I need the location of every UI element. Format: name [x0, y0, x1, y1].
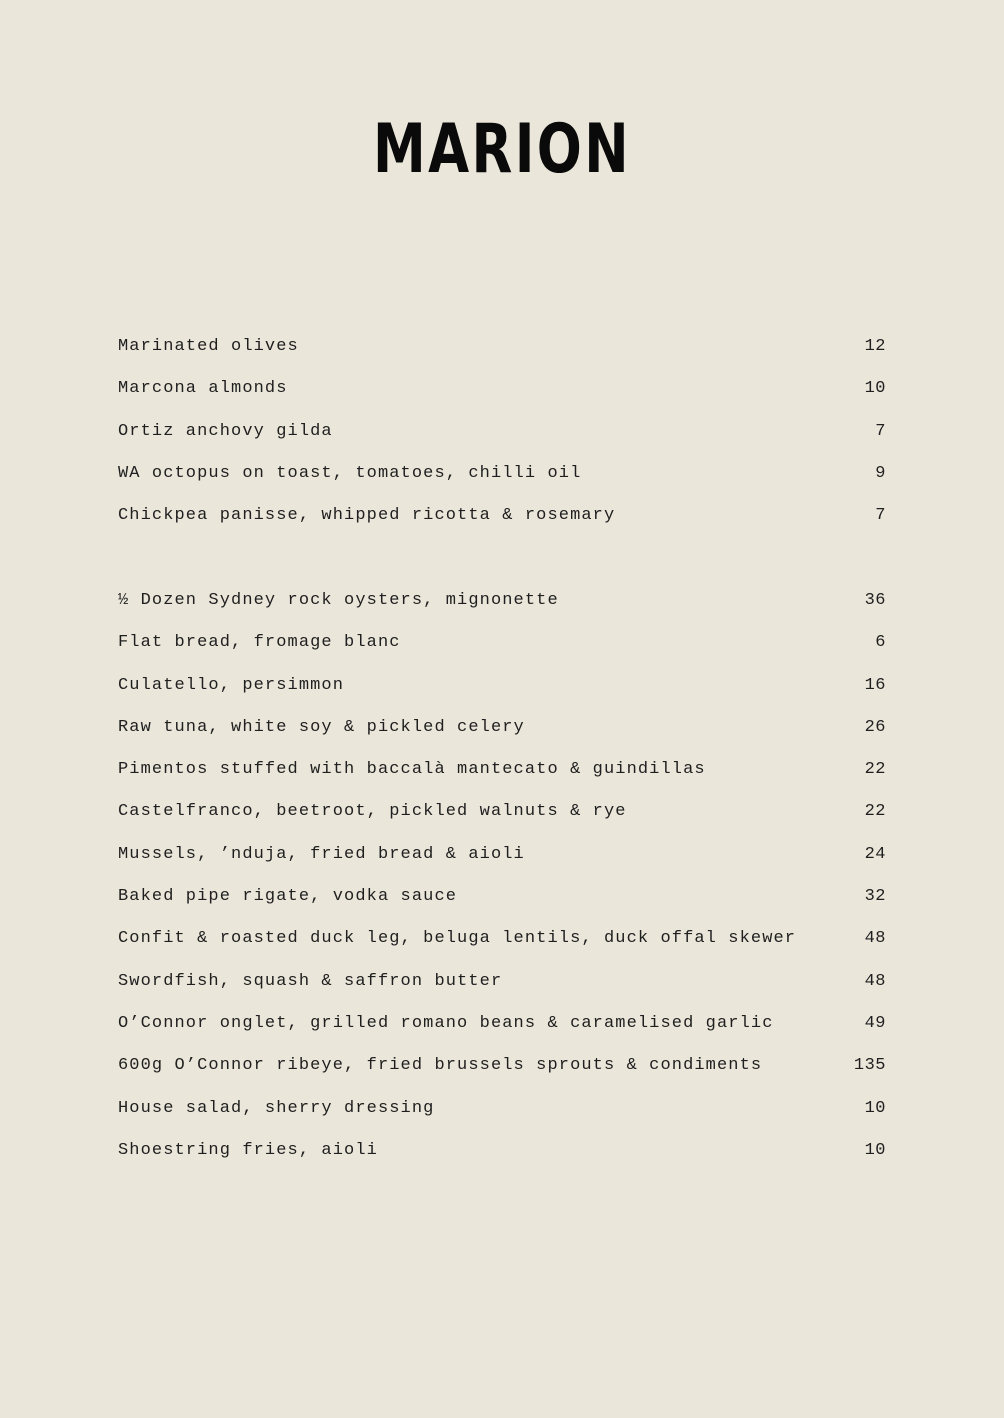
menu-item-name: Shoestring fries, aioli — [118, 1140, 378, 1160]
menu-item-name: Swordfish, squash & saffron butter — [118, 971, 503, 991]
menu-item-price: 12 — [864, 337, 886, 356]
menu-item-price: 7 — [875, 506, 886, 526]
menu-item-name: House salad, sherry dressing — [118, 1098, 435, 1118]
menu-item-name: Mussels, ’nduja, fried bread & aioli — [118, 844, 525, 864]
menu-item — [118, 1014, 886, 1056]
menu-item — [118, 464, 886, 506]
menu-item-price: 9 — [875, 463, 886, 483]
menu-item-name: Flat bread, fromage blanc — [118, 633, 401, 653]
menu-item-price: 26 — [864, 717, 886, 737]
menu-item-price: 16 — [864, 675, 886, 695]
menu-section-snacks — [118, 337, 886, 548]
menu-item — [118, 972, 886, 1014]
menu-item — [118, 591, 886, 633]
menu-item-price: 36 — [864, 591, 886, 610]
menu-item — [118, 718, 886, 760]
menu-item-name: Castelfranco, beetroot, pickled walnuts & rye — [118, 802, 627, 822]
menu-item — [118, 633, 886, 675]
menu-item-price: 24 — [864, 844, 886, 864]
menu-item — [118, 506, 886, 548]
menu-item-price: 10 — [864, 379, 886, 399]
menu-item-price: 22 — [864, 802, 886, 822]
menu-item-name: Baked pipe rigate, vodka sauce — [118, 887, 458, 907]
menu-item — [118, 379, 886, 421]
menu-item — [118, 929, 886, 971]
menu-item-name: Marcona almonds — [118, 379, 288, 399]
menu-item-price: 135 — [853, 1056, 886, 1076]
menu-item-name: Culatello, persimmon — [118, 675, 345, 695]
menu-item — [118, 887, 886, 929]
menu-item-price: 32 — [864, 887, 886, 907]
menu-item — [118, 760, 886, 802]
menu-section-mains — [118, 591, 886, 1183]
menu-item-name: ½ Dozen Sydney rock oysters, mignonette — [118, 591, 559, 610]
menu-item-name: Confit & roasted duck leg, beluga lentils, duck offal skewer — [118, 929, 797, 949]
menu-item — [118, 845, 886, 887]
menu-item-price: 48 — [864, 929, 886, 949]
menu-item — [118, 1141, 886, 1183]
menu-item-price: 7 — [875, 421, 886, 441]
menu-item-price: 49 — [864, 1013, 886, 1033]
menu-item — [118, 802, 886, 844]
menu-item-name: Marinated olives — [118, 337, 299, 356]
menu-item-price: 48 — [864, 971, 886, 991]
menu-item-name: 600g O’Connor ribeye, fried brussels sprouts & condiments — [118, 1056, 763, 1076]
menu-item-name: WA octopus on toast, tomatoes, chilli oil — [118, 463, 582, 483]
menu-item — [118, 1056, 886, 1098]
menu-item-price: 10 — [864, 1140, 886, 1160]
menu-item — [118, 1099, 886, 1141]
menu-item-name: Chickpea panisse, whipped ricotta & rosemary — [118, 506, 616, 526]
menu-item — [118, 676, 886, 718]
menu-item-price: 10 — [864, 1098, 886, 1118]
menu-item-name: Raw tuna, white soy & pickled celery — [118, 717, 525, 737]
menu-item-name: Ortiz anchovy gilda — [118, 421, 333, 441]
menu-item — [118, 422, 886, 464]
menu-item-price: 6 — [875, 633, 886, 653]
menu-item-price: 22 — [864, 760, 886, 780]
menu-item — [118, 337, 886, 379]
menu-item-name: Pimentos stuffed with baccalà mantecato & guindillas — [118, 760, 706, 780]
menu-item-name: O’Connor onglet, grilled romano beans & caramelised garlic — [118, 1013, 774, 1033]
restaurant-title: MARION — [373, 110, 631, 189]
